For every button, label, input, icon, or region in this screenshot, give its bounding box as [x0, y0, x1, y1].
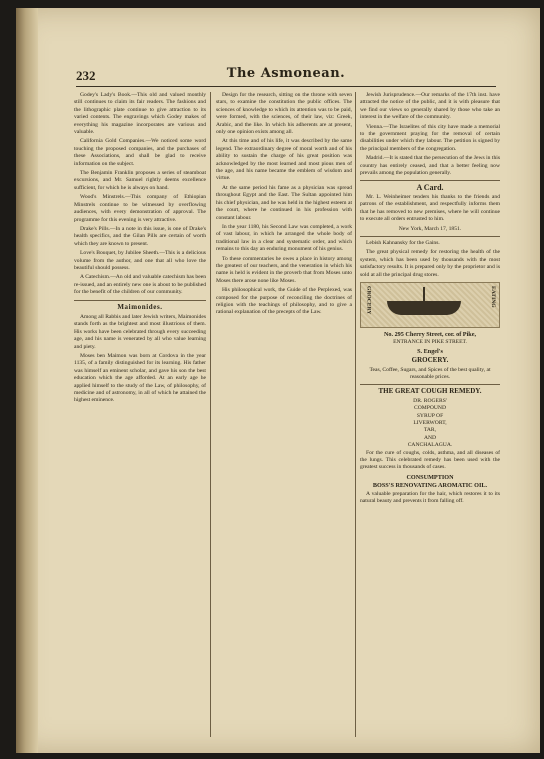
remedy-item: LIVERWORT,	[413, 420, 447, 426]
card-ad-signature: New York, March 17, 1851.	[398, 225, 462, 232]
article-paragraph: Moses ben Maimon was born at Cordova in the year 1135, of a family distinguished for its learning. His father was himself an eminent scholar, and gave his son the best education which the age afforded. At an early age he applied himself to the study of the Law, of philosophy, of medicine and of astronomy, in all of which he attained the highest eminence.	[74, 353, 206, 404]
news-paragraph: Love's Bouquet, by Jubilee Sheeth.—This is a delicious volume from the author, and one that all who love the beautiful should possess.	[74, 250, 206, 271]
remedy-item: SYRUP OF	[416, 412, 444, 419]
remedy-body: For the cure of coughs, colds, asthma, and all diseases of the lungs. This celebrated remedy has been used with the greatest success in thousands of cases.	[360, 449, 500, 471]
news-paragraph: A Catechism.—An old and valuable catechism has been re-issued, and an entirely new one is about to be published for the benefit of the children of our community.	[74, 274, 206, 296]
engraving-side-label: GROCERY	[365, 285, 372, 315]
ship-mast	[423, 287, 425, 301]
remedy-title: THE GREAT COUGH REMEDY.	[378, 387, 482, 396]
news-paragraph: The Benjamin Franklin proposes a series of steamboat excursions, and Mr. Samuel rightly deems excellence sufficient, for which he is always on hand.	[74, 170, 206, 191]
article-paragraph: Among all Rabbis and later Jewish writers, Maimonides stands forth as the brightest and most illustrious of them. His works have been celebrated through every succeeding age, and his name is venerated by all who value learning and piety.	[74, 313, 206, 350]
article-paragraph: At the same period his fame as a physician was spread throughout Egypt and the East. The Sultan appointed him his chief physician, and he was held in the highest esteem at the court, where he continued in his profession with constant labour.	[216, 184, 352, 221]
masthead-title: The Asmonean.	[226, 66, 346, 81]
remedy-subtitle: DR. ROGERS'	[413, 397, 447, 404]
column-divider	[210, 92, 211, 737]
column-divider	[355, 92, 356, 737]
news-paragraph: Vienna.—The Israelites of this city have made a memorial to the government praying for the removal of certain disabilities under which they labour. The petition is signed by the principal members of the congregation.	[360, 123, 500, 152]
column-left	[74, 92, 206, 737]
news-paragraph: Wood's Minstrels.—This company of Ethiopian Minstrels continue to be witnessed by overflowing audiences, with every demonstration of approval. The programme for this evening is very attractive.	[74, 194, 206, 223]
grocery-detail: Teas, Coffee, Sugars, and Spices of the best quality, at reasonable prices.	[369, 366, 491, 380]
grocery-business: GROCERY.	[411, 356, 449, 365]
remedy-item: AND	[423, 434, 437, 441]
article-paragraph: At this time and of his life, it was described by the same legend. The extraordinary degree of moral worth and of his ability to sustain the charge of his great position was acknowledged by the most learned and most pious men of the age, and his name became the emblem of wisdom and virtue.	[216, 138, 352, 182]
remedy-item: TAR,	[423, 427, 437, 434]
ad-separator	[360, 384, 500, 385]
grocery-entrance: ENTRANCE IN PIKE STREET.	[393, 339, 467, 346]
ship-engraving	[360, 282, 500, 328]
card-ad-body: Mr. L. Weinheimer tenders his thanks to the friends and patrons of the establishment, and respectfully informs them that he has removed to new premises, where he will continue to execute all orders entrusted to him.	[360, 193, 500, 223]
ad-separator	[360, 180, 500, 181]
newspaper-page	[16, 8, 540, 753]
remedy-item: COMPOUND	[413, 405, 446, 412]
legal-ad-heading: Lebish Kahnansky for the Gains.	[366, 239, 440, 246]
page-header	[76, 68, 496, 87]
news-paragraph: Godey's Lady's Book.—This old and valued monthly still continues to claim its fair readers. The fashions and the lithographic plate continue to give attraction to its varied contents. The engravings which Godey makes of everything his magazine incorporates are various and valuable.	[74, 92, 206, 136]
ship-hull	[387, 301, 461, 315]
news-paragraph: Drake's Pills.—In a note in this issue, is one of Drake's health specifics, and the Gilan Pills are certain of worth which they are known to present.	[74, 225, 206, 247]
news-paragraph: Jewish Jurisprudence.—Our remarks of the 17th inst. have attracted the notice of the public, and it is with pleasure that we find our views so generally shared by those who take an interest in the welfare of the community.	[360, 92, 500, 121]
news-paragraph: Madrid.—It is stated that the persecution of the Jews in this country has entirely ceased, and that a better feeling now prevails among the population generally.	[360, 155, 500, 177]
column-middle	[216, 92, 352, 737]
legal-ad-body: The great physical remedy for restoring the health of the system, which has been used by thousands with the most satisfactory results. It is prepared only by the proprietor and is sold at all the principal drug stores.	[360, 249, 500, 278]
article-paragraph: His philosophical work, the Guide of the Perplexed, was composed for the purpose of reconciling the doctrines of religion with the teachings of philosophy, and to give a rational explanation of the precepts of the Law.	[216, 287, 352, 316]
page-spine-shadow	[16, 8, 38, 753]
article-paragraph: To these commentaries he owes a place in history among the greatest of our teachers, and the veneration in which his name is held is evident in the proverb that from Moses unto Moses there arose none like Moses.	[216, 255, 352, 284]
remedy-consumption: CONSUMPTION	[406, 473, 454, 481]
grocery-address: No. 295 Cherry Street, cor. of Pike,	[383, 330, 477, 338]
column-right	[360, 92, 500, 737]
page-number: 232	[76, 68, 96, 83]
ad-separator	[360, 236, 500, 237]
grocery-owner: S. Engel's	[417, 347, 443, 355]
card-ad-title: A Card.	[416, 183, 444, 193]
article-paragraph: Design for the research, sitting on the throne with seven stars, to examine the constitution the public offices. The sciences of knowledge to which its attention was to be paid, were formed, with the sciences, of their law, viz: Greek, Arabic, and the like. In which his adherents are at present, only one opinion exists among all.	[216, 92, 352, 136]
article-paragraph: In the year 1180, his Second Law was completed, a work of vast labour, in which he arranged the whole body of traditional law in a clear and systematic order, and which remains to this day an enduring monument of his genius.	[216, 223, 352, 253]
news-paragraph: California Gold Companies.—We noticed some word touching the proposed companies, and the purchases of these Associations, and shall be glad to receive information on the subject.	[74, 138, 206, 167]
remedy-footer-title: BOSS'S RENOVATING AROMATIC OIL.	[372, 482, 488, 490]
section-title-maimonides: Maimonides.	[117, 302, 163, 311]
engraving-side-label: EATING	[490, 285, 496, 308]
remedy-item: CANCHALAGUA.	[407, 442, 453, 449]
remedy-footer-body: A valuable preparation for the hair, which restores it to its natural beauty and prevents it from falling off.	[360, 490, 500, 505]
section-separator	[74, 300, 206, 301]
